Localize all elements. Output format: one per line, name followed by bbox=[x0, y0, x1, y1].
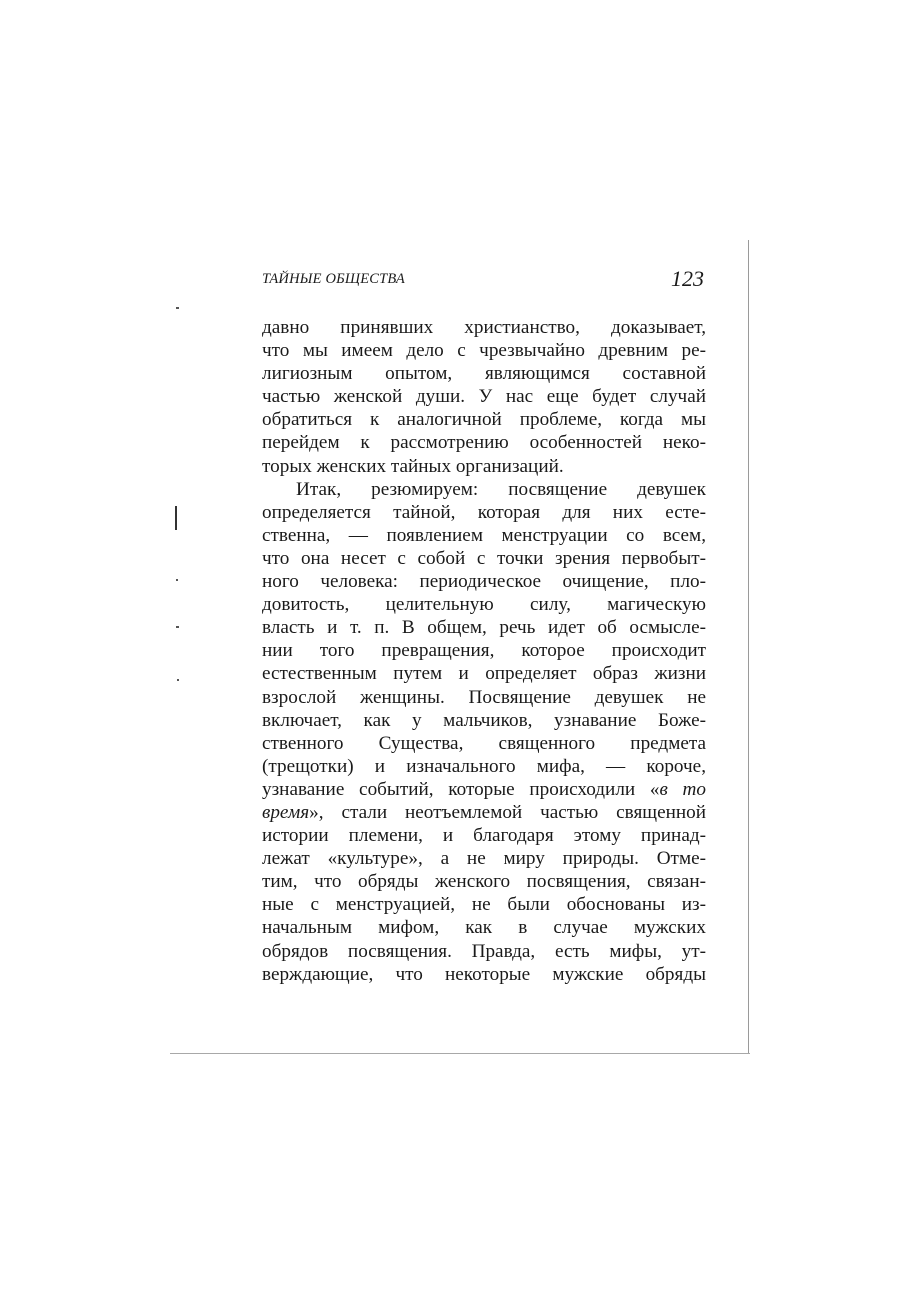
scan-speck bbox=[177, 679, 179, 681]
text-line-with-italic bbox=[262, 778, 706, 801]
text-line: давно принявших христианство, доказывает, bbox=[262, 317, 706, 338]
text-line: ственна, — появлением менструации со всем, bbox=[262, 524, 706, 546]
text-line: нии того превращения, которое происходит bbox=[262, 640, 706, 662]
text-line: включает, как у мальчиков, узнавание Боже- bbox=[262, 709, 706, 731]
text-line: власть и т. п. В общем, речь идет об осмысле- bbox=[262, 617, 706, 639]
text-line: обрядов посвящения. Правда, есть мифы, ут- bbox=[262, 940, 706, 962]
text-line: (трещотки) и изначального мифа, — короче, bbox=[262, 755, 706, 777]
text-line: ного человека: периодическое очищение, пло- bbox=[262, 571, 706, 593]
text-line: естественным путем и определяет образ жизни bbox=[262, 663, 706, 685]
text-line: взрослой женщины. Посвящение девушек не bbox=[262, 686, 706, 708]
body-text bbox=[262, 316, 706, 986]
text-line: лигиозным опытом, являющимся составной bbox=[262, 363, 706, 385]
running-header-title: ТАЙНЫЕ ОБЩЕСТВА bbox=[262, 271, 405, 287]
text-line: Итак, резюмируем: посвящение девушек bbox=[296, 478, 706, 500]
margin-mark bbox=[175, 506, 177, 530]
text-line: лежат «культуре», а не миру природы. Отме- bbox=[262, 848, 706, 870]
text-line-with-italic bbox=[262, 801, 706, 824]
page-edge-bottom bbox=[170, 1053, 750, 1054]
scan-speck bbox=[176, 626, 179, 628]
text-line: тим, что обряды женского посвящения, связан- bbox=[262, 871, 706, 893]
text-line: определяется тайной, которая для них есте- bbox=[262, 501, 706, 523]
scan-speck bbox=[176, 307, 179, 309]
text-line: ственного Существа, священного предмета bbox=[262, 732, 706, 754]
text-line: довитость, целительную силу, магическую bbox=[262, 594, 706, 616]
text-line: перейдем к рассмотрению особенностей неко- bbox=[262, 432, 706, 454]
text-segment: », стали неотъемлемой частью священной bbox=[309, 801, 706, 823]
italic-segment: в то bbox=[659, 778, 707, 800]
text-line: что она несет с собой с точки зрения первобыт- bbox=[262, 547, 706, 569]
text-line: верждающие, что некоторые мужские обряды bbox=[262, 963, 706, 985]
page-edge-right bbox=[748, 240, 749, 1054]
text-line: ные с менструацией, не были обоснованы из- bbox=[262, 894, 706, 916]
italic-segment: время bbox=[262, 801, 310, 823]
text-line: истории племени, и благодаря этому принад- bbox=[262, 825, 706, 847]
text-segment: узнавание событий, которые происходили « bbox=[262, 778, 660, 800]
running-header bbox=[262, 266, 706, 296]
text-line: обратиться к аналогичной проблеме, когда мы bbox=[262, 409, 706, 431]
text-line: начальным мифом, как в случае мужских bbox=[262, 917, 706, 939]
text-line: что мы имеем дело с чрезвычайно древним ре- bbox=[262, 340, 706, 362]
page-number: 123 bbox=[671, 266, 704, 291]
text-line: частью женской души. У нас еще будет случай bbox=[262, 386, 706, 408]
text-line: торых женских тайных организаций. bbox=[262, 455, 564, 477]
scan-speck bbox=[176, 579, 178, 581]
